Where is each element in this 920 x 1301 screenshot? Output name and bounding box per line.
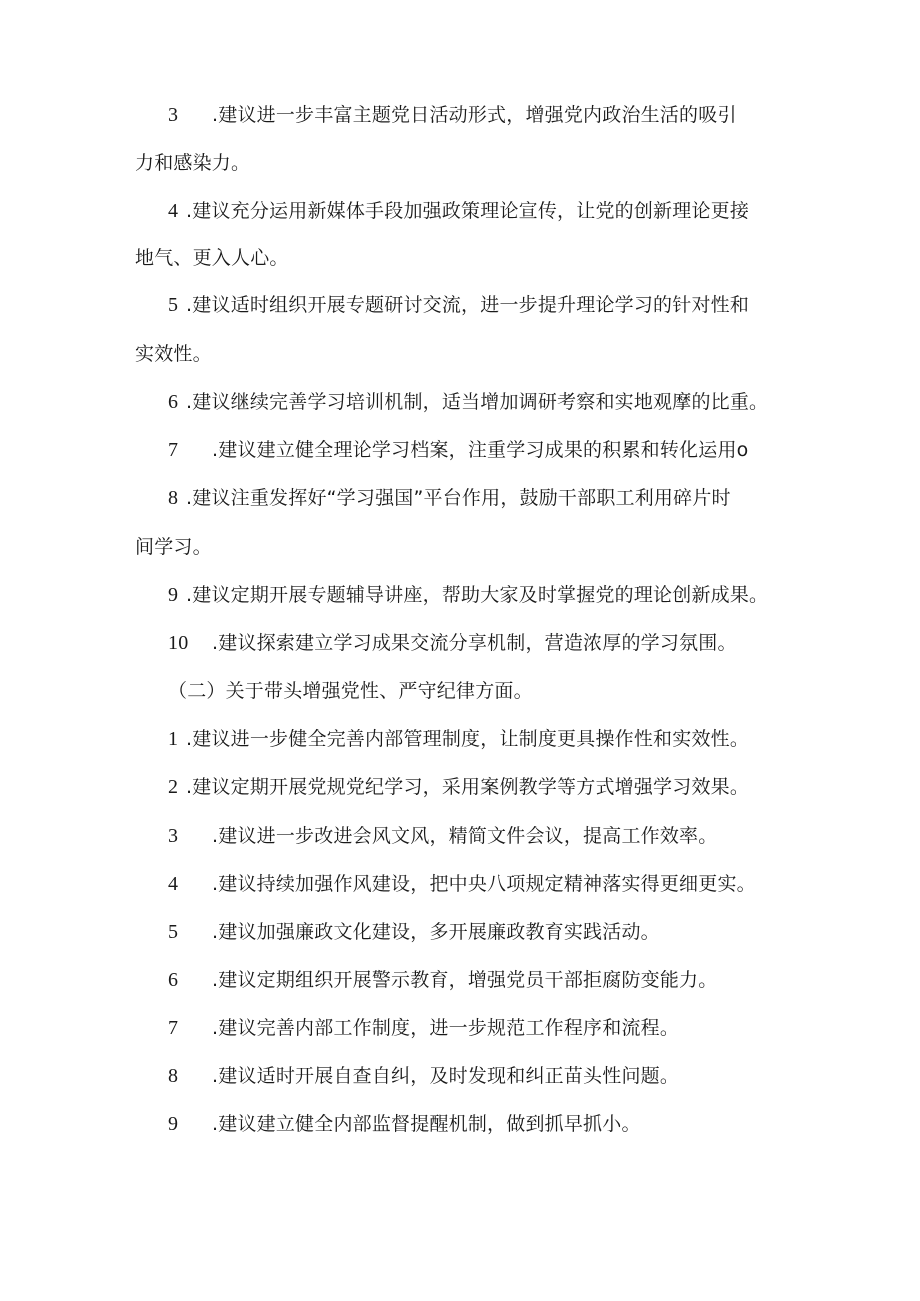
item-number: 6: [168, 391, 179, 413]
item-text: .建议完善内部工作制度，进一步规范工作程序和流程。: [212, 1017, 680, 1039]
item-number: 8: [168, 487, 179, 509]
list-item: [168, 438, 748, 462]
item-text: 地气、更入人心。: [135, 247, 289, 269]
list-item: [168, 1064, 679, 1088]
item-text: .建议进一步改进会风文风，精简文件会议，提高工作效率。: [212, 825, 718, 847]
item-number: 4: [168, 200, 179, 222]
item-number: 3: [168, 825, 179, 847]
item-text: .建议定期开展专题辅导讲座，帮助大家及时掌握党的理论创新成果。: [186, 584, 769, 606]
item-text: .建议定期组织开展警示教育，增强党员干部拒腐防变能力。: [212, 969, 718, 991]
list-item: [168, 824, 717, 848]
item-text: .建议定期开展党规党纪学习，采用案例教学等方式增强学习效果。: [186, 776, 750, 798]
item-text: .建议持续加强作风建设，把中央八项规定精神落实得更细更实。: [212, 873, 756, 895]
item-number: 7: [168, 439, 179, 461]
item-number: 10: [168, 632, 189, 654]
item-text: .建议加强廉政文化建设，多开展廉政教育实践活动。: [212, 921, 660, 943]
list-item-continuation: [135, 535, 212, 559]
item-number: 6: [168, 969, 179, 991]
item-text: .建议充分运用新媒体手段加强政策理论宣传，让党的创新理论更接: [186, 200, 750, 222]
list-item-continuation: [135, 246, 289, 270]
section-heading: [168, 679, 533, 703]
list-item: [168, 920, 660, 944]
item-text: .建议进一步丰富主题党日活动形式，增强党内政治生活的吸引: [212, 104, 737, 126]
item-text: .建议适时开展自查自纠，及时发现和纠正苗头性问题。: [212, 1065, 680, 1087]
item-text: .建议建立健全内部监督提醒机制，做到抓早抓小。: [212, 1113, 641, 1135]
item-number: 1: [168, 728, 179, 750]
item-number: 4: [168, 873, 179, 895]
list-item: [168, 775, 749, 799]
item-text: .建议注重发挥好“学习强国”平台作用，鼓励干部职工利用碎片时: [186, 487, 731, 509]
item-text: .建议适时组织开展专题研讨交流，进一步提升理论学习的针对性和: [186, 294, 750, 316]
item-number: 3: [168, 104, 179, 126]
item-number: 5: [168, 921, 179, 943]
list-item: [168, 103, 737, 127]
list-item: [168, 968, 717, 992]
list-item: [168, 199, 749, 223]
section-heading-text: （二）关于带头增强党性、严守纪律方面。: [168, 680, 533, 702]
list-item: [168, 872, 756, 896]
list-item: [168, 1016, 679, 1040]
item-text: .建议探索建立学习成果交流分享机制，营造浓厚的学习氛围。: [212, 632, 737, 654]
item-number: 9: [168, 1113, 179, 1135]
list-item: [168, 293, 749, 317]
item-number: 5: [168, 294, 179, 316]
item-number: 9: [168, 584, 179, 606]
item-number: 7: [168, 1017, 179, 1039]
list-item: [168, 1112, 641, 1136]
item-text: 力和感染力。: [135, 152, 251, 174]
item-text: 实效性。: [135, 343, 212, 365]
item-text: .建议建立健全理论学习档案，注重学习成果的积累和转化运用o: [212, 439, 749, 461]
list-item: [168, 631, 737, 655]
list-item: [168, 727, 749, 751]
list-item-continuation: [135, 151, 250, 175]
list-item-continuation: [135, 342, 212, 366]
list-item: [168, 486, 731, 510]
item-number: 8: [168, 1065, 179, 1087]
item-text: .建议继续完善学习培训机制，适当增加调研考察和实地观摩的比重。: [186, 391, 769, 413]
item-number: 2: [168, 776, 179, 798]
list-item: [168, 390, 768, 414]
list-item: [168, 583, 768, 607]
item-text: 间学习。: [135, 536, 212, 558]
item-text: .建议进一步健全完善内部管理制度，让制度更具操作性和实效性。: [186, 728, 750, 750]
